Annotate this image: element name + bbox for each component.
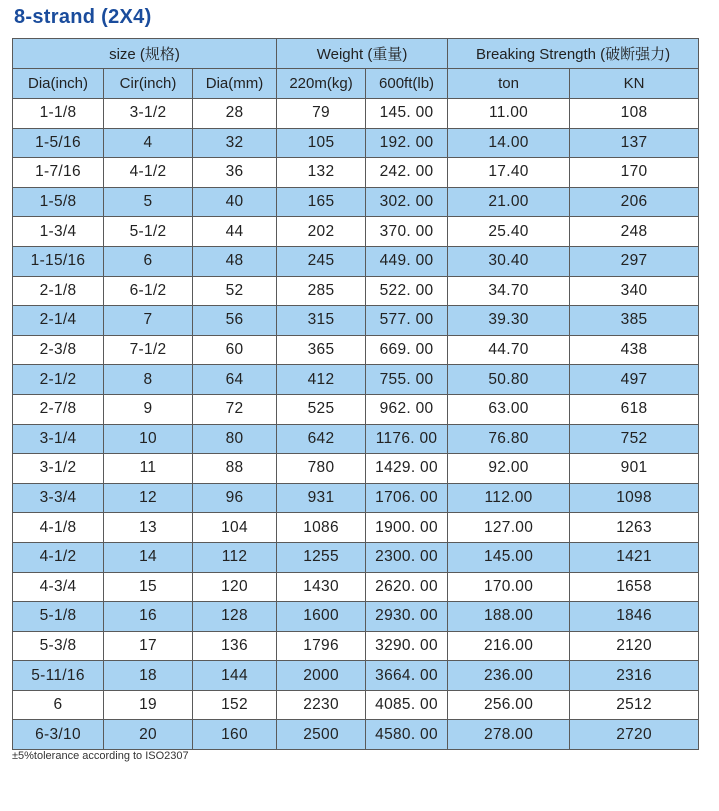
table-row bbox=[13, 365, 699, 395]
table-row bbox=[13, 394, 699, 424]
cell-strength-kn: 297 bbox=[570, 246, 699, 276]
cell-weight-lb: 1900. 00 bbox=[366, 513, 448, 543]
cell-strength-ton: 127.00 bbox=[448, 513, 570, 543]
cell-dia-inch: 1-1/8 bbox=[13, 99, 104, 129]
cell-dia-mm: 160 bbox=[193, 720, 277, 750]
cell-strength-kn: 1658 bbox=[570, 572, 699, 602]
cell-dia-mm: 136 bbox=[193, 631, 277, 661]
cell-dia-inch: 5-11/16 bbox=[13, 661, 104, 691]
cell-weight-kg: 315 bbox=[277, 306, 366, 336]
cell-dia-mm: 28 bbox=[193, 99, 277, 129]
cell-dia-inch: 1-5/16 bbox=[13, 128, 104, 158]
table-row bbox=[13, 276, 699, 306]
cell-strength-ton: 11.00 bbox=[448, 99, 570, 129]
cell-cir-inch: 16 bbox=[104, 602, 193, 632]
cell-dia-inch: 4-1/2 bbox=[13, 542, 104, 572]
cell-weight-kg: 2000 bbox=[277, 661, 366, 691]
cell-weight-kg: 1255 bbox=[277, 542, 366, 572]
cell-cir-inch: 18 bbox=[104, 661, 193, 691]
cell-weight-lb: 145. 00 bbox=[366, 99, 448, 129]
cell-dia-inch: 1-7/16 bbox=[13, 158, 104, 188]
cell-strength-ton: 63.00 bbox=[448, 394, 570, 424]
cell-dia-inch: 2-1/2 bbox=[13, 365, 104, 395]
cell-dia-inch: 1-3/4 bbox=[13, 217, 104, 247]
cell-cir-inch: 11 bbox=[104, 454, 193, 484]
table-body bbox=[13, 99, 699, 750]
cell-weight-kg: 2230 bbox=[277, 690, 366, 720]
table-row bbox=[13, 602, 699, 632]
cell-dia-mm: 60 bbox=[193, 335, 277, 365]
header-weight-600ft-lb: 600ft(lb) bbox=[366, 69, 448, 99]
table-row bbox=[13, 454, 699, 484]
table-row bbox=[13, 572, 699, 602]
cell-weight-kg: 285 bbox=[277, 276, 366, 306]
cell-weight-kg: 931 bbox=[277, 483, 366, 513]
cell-weight-kg: 79 bbox=[277, 99, 366, 129]
cell-weight-kg: 2500 bbox=[277, 720, 366, 750]
header-group-row bbox=[13, 39, 699, 69]
cell-dia-inch: 2-7/8 bbox=[13, 394, 104, 424]
header-cir-inch: Cir(inch) bbox=[104, 69, 193, 99]
cell-strength-ton: 236.00 bbox=[448, 661, 570, 691]
rope-spec-table bbox=[12, 38, 699, 750]
cell-dia-mm: 36 bbox=[193, 158, 277, 188]
cell-dia-mm: 52 bbox=[193, 276, 277, 306]
cell-strength-ton: 50.80 bbox=[448, 365, 570, 395]
header-weight-220m-kg: 220m(kg) bbox=[277, 69, 366, 99]
cell-dia-inch: 3-1/4 bbox=[13, 424, 104, 454]
cell-dia-inch: 1-5/8 bbox=[13, 187, 104, 217]
cell-strength-ton: 14.00 bbox=[448, 128, 570, 158]
cell-weight-kg: 412 bbox=[277, 365, 366, 395]
cell-weight-lb: 192. 00 bbox=[366, 128, 448, 158]
cell-weight-kg: 642 bbox=[277, 424, 366, 454]
cell-cir-inch: 17 bbox=[104, 631, 193, 661]
cell-strength-ton: 76.80 bbox=[448, 424, 570, 454]
cell-weight-lb: 302. 00 bbox=[366, 187, 448, 217]
cell-strength-kn: 340 bbox=[570, 276, 699, 306]
cell-cir-inch: 5-1/2 bbox=[104, 217, 193, 247]
table-row bbox=[13, 217, 699, 247]
table-row bbox=[13, 128, 699, 158]
cell-cir-inch: 15 bbox=[104, 572, 193, 602]
table-row bbox=[13, 158, 699, 188]
table-row bbox=[13, 661, 699, 691]
cell-strength-ton: 188.00 bbox=[448, 602, 570, 632]
cell-strength-kn: 2720 bbox=[570, 720, 699, 750]
cell-cir-inch: 3-1/2 bbox=[104, 99, 193, 129]
cell-dia-mm: 88 bbox=[193, 454, 277, 484]
cell-strength-ton: 278.00 bbox=[448, 720, 570, 750]
cell-cir-inch: 19 bbox=[104, 690, 193, 720]
cell-cir-inch: 6 bbox=[104, 246, 193, 276]
cell-strength-kn: 2316 bbox=[570, 661, 699, 691]
cell-strength-kn: 2120 bbox=[570, 631, 699, 661]
cell-strength-ton: 30.40 bbox=[448, 246, 570, 276]
header-dia-mm: Dia(mm) bbox=[193, 69, 277, 99]
table-row bbox=[13, 690, 699, 720]
cell-strength-ton: 44.70 bbox=[448, 335, 570, 365]
cell-weight-lb: 242. 00 bbox=[366, 158, 448, 188]
table-row bbox=[13, 335, 699, 365]
cell-weight-lb: 2620. 00 bbox=[366, 572, 448, 602]
cell-cir-inch: 13 bbox=[104, 513, 193, 543]
cell-weight-kg: 1430 bbox=[277, 572, 366, 602]
tolerance-footnote: ±5%tolerance according to ISO2307 bbox=[12, 750, 189, 762]
cell-weight-kg: 1600 bbox=[277, 602, 366, 632]
cell-strength-ton: 21.00 bbox=[448, 187, 570, 217]
table-row bbox=[13, 720, 699, 750]
cell-weight-lb: 4580. 00 bbox=[366, 720, 448, 750]
cell-dia-mm: 112 bbox=[193, 542, 277, 572]
cell-dia-inch: 2-1/4 bbox=[13, 306, 104, 336]
cell-strength-kn: 901 bbox=[570, 454, 699, 484]
cell-strength-kn: 385 bbox=[570, 306, 699, 336]
cell-strength-ton: 145.00 bbox=[448, 542, 570, 572]
cell-weight-kg: 132 bbox=[277, 158, 366, 188]
cell-dia-mm: 120 bbox=[193, 572, 277, 602]
cell-strength-kn: 618 bbox=[570, 394, 699, 424]
cell-weight-lb: 4085. 00 bbox=[366, 690, 448, 720]
cell-weight-kg: 165 bbox=[277, 187, 366, 217]
table-row bbox=[13, 187, 699, 217]
cell-weight-lb: 3290. 00 bbox=[366, 631, 448, 661]
cell-cir-inch: 9 bbox=[104, 394, 193, 424]
cell-dia-inch: 5-1/8 bbox=[13, 602, 104, 632]
table-row bbox=[13, 306, 699, 336]
cell-cir-inch: 7 bbox=[104, 306, 193, 336]
cell-dia-mm: 48 bbox=[193, 246, 277, 276]
cell-dia-inch: 3-3/4 bbox=[13, 483, 104, 513]
table-row bbox=[13, 513, 699, 543]
cell-cir-inch: 5 bbox=[104, 187, 193, 217]
cell-strength-kn: 170 bbox=[570, 158, 699, 188]
cell-weight-lb: 669. 00 bbox=[366, 335, 448, 365]
cell-weight-kg: 105 bbox=[277, 128, 366, 158]
cell-cir-inch: 12 bbox=[104, 483, 193, 513]
cell-cir-inch: 14 bbox=[104, 542, 193, 572]
cell-strength-ton: 170.00 bbox=[448, 572, 570, 602]
header-size: size (规格) bbox=[13, 39, 277, 69]
cell-strength-kn: 248 bbox=[570, 217, 699, 247]
table-row bbox=[13, 246, 699, 276]
cell-weight-lb: 370. 00 bbox=[366, 217, 448, 247]
cell-dia-mm: 32 bbox=[193, 128, 277, 158]
cell-weight-lb: 1706. 00 bbox=[366, 483, 448, 513]
table-row bbox=[13, 631, 699, 661]
cell-cir-inch: 7-1/2 bbox=[104, 335, 193, 365]
cell-cir-inch: 4-1/2 bbox=[104, 158, 193, 188]
cell-weight-lb: 962. 00 bbox=[366, 394, 448, 424]
cell-strength-kn: 108 bbox=[570, 99, 699, 129]
header-strength-ton: ton bbox=[448, 69, 570, 99]
cell-dia-mm: 128 bbox=[193, 602, 277, 632]
cell-cir-inch: 20 bbox=[104, 720, 193, 750]
cell-dia-mm: 152 bbox=[193, 690, 277, 720]
cell-dia-mm: 72 bbox=[193, 394, 277, 424]
cell-strength-kn: 1263 bbox=[570, 513, 699, 543]
cell-cir-inch: 6-1/2 bbox=[104, 276, 193, 306]
cell-strength-kn: 2512 bbox=[570, 690, 699, 720]
cell-dia-mm: 64 bbox=[193, 365, 277, 395]
header-unit-row bbox=[13, 69, 699, 99]
cell-dia-mm: 96 bbox=[193, 483, 277, 513]
cell-dia-inch: 1-15/16 bbox=[13, 246, 104, 276]
cell-weight-kg: 780 bbox=[277, 454, 366, 484]
cell-weight-lb: 2930. 00 bbox=[366, 602, 448, 632]
cell-strength-kn: 1098 bbox=[570, 483, 699, 513]
cell-strength-kn: 137 bbox=[570, 128, 699, 158]
cell-weight-lb: 1176. 00 bbox=[366, 424, 448, 454]
cell-dia-inch: 6-3/10 bbox=[13, 720, 104, 750]
cell-dia-inch: 2-1/8 bbox=[13, 276, 104, 306]
cell-weight-kg: 202 bbox=[277, 217, 366, 247]
header-strength-kn: KN bbox=[570, 69, 699, 99]
cell-dia-mm: 44 bbox=[193, 217, 277, 247]
cell-dia-inch: 2-3/8 bbox=[13, 335, 104, 365]
cell-dia-mm: 80 bbox=[193, 424, 277, 454]
cell-weight-kg: 1086 bbox=[277, 513, 366, 543]
cell-strength-ton: 92.00 bbox=[448, 454, 570, 484]
table-row bbox=[13, 99, 699, 129]
table-row bbox=[13, 483, 699, 513]
cell-dia-inch: 6 bbox=[13, 690, 104, 720]
cell-weight-lb: 2300. 00 bbox=[366, 542, 448, 572]
cell-weight-lb: 522. 00 bbox=[366, 276, 448, 306]
cell-cir-inch: 4 bbox=[104, 128, 193, 158]
table-row bbox=[13, 542, 699, 572]
cell-strength-ton: 112.00 bbox=[448, 483, 570, 513]
cell-dia-inch: 3-1/2 bbox=[13, 454, 104, 484]
cell-strength-ton: 256.00 bbox=[448, 690, 570, 720]
cell-cir-inch: 10 bbox=[104, 424, 193, 454]
cell-strength-ton: 216.00 bbox=[448, 631, 570, 661]
cell-strength-ton: 39.30 bbox=[448, 306, 570, 336]
header-dia-inch: Dia(inch) bbox=[13, 69, 104, 99]
header-breaking-strength: Breaking Strength (破断强力) bbox=[448, 39, 699, 69]
cell-strength-ton: 25.40 bbox=[448, 217, 570, 247]
cell-dia-mm: 104 bbox=[193, 513, 277, 543]
cell-strength-kn: 1846 bbox=[570, 602, 699, 632]
cell-cir-inch: 8 bbox=[104, 365, 193, 395]
cell-dia-inch: 4-1/8 bbox=[13, 513, 104, 543]
cell-strength-kn: 497 bbox=[570, 365, 699, 395]
cell-weight-kg: 1796 bbox=[277, 631, 366, 661]
cell-strength-kn: 438 bbox=[570, 335, 699, 365]
cell-dia-mm: 40 bbox=[193, 187, 277, 217]
page-title: 8-strand (2X4) bbox=[14, 6, 152, 28]
cell-strength-kn: 206 bbox=[570, 187, 699, 217]
table-row bbox=[13, 424, 699, 454]
cell-weight-lb: 3664. 00 bbox=[366, 661, 448, 691]
cell-dia-mm: 56 bbox=[193, 306, 277, 336]
cell-weight-kg: 365 bbox=[277, 335, 366, 365]
cell-strength-ton: 34.70 bbox=[448, 276, 570, 306]
header-weight: Weight (重量) bbox=[277, 39, 448, 69]
cell-dia-mm: 144 bbox=[193, 661, 277, 691]
cell-dia-inch: 5-3/8 bbox=[13, 631, 104, 661]
cell-weight-kg: 245 bbox=[277, 246, 366, 276]
cell-strength-ton: 17.40 bbox=[448, 158, 570, 188]
cell-weight-kg: 525 bbox=[277, 394, 366, 424]
cell-weight-lb: 755. 00 bbox=[366, 365, 448, 395]
cell-strength-kn: 1421 bbox=[570, 542, 699, 572]
cell-weight-lb: 577. 00 bbox=[366, 306, 448, 336]
cell-weight-lb: 1429. 00 bbox=[366, 454, 448, 484]
cell-dia-inch: 4-3/4 bbox=[13, 572, 104, 602]
cell-strength-kn: 752 bbox=[570, 424, 699, 454]
cell-weight-lb: 449. 00 bbox=[366, 246, 448, 276]
